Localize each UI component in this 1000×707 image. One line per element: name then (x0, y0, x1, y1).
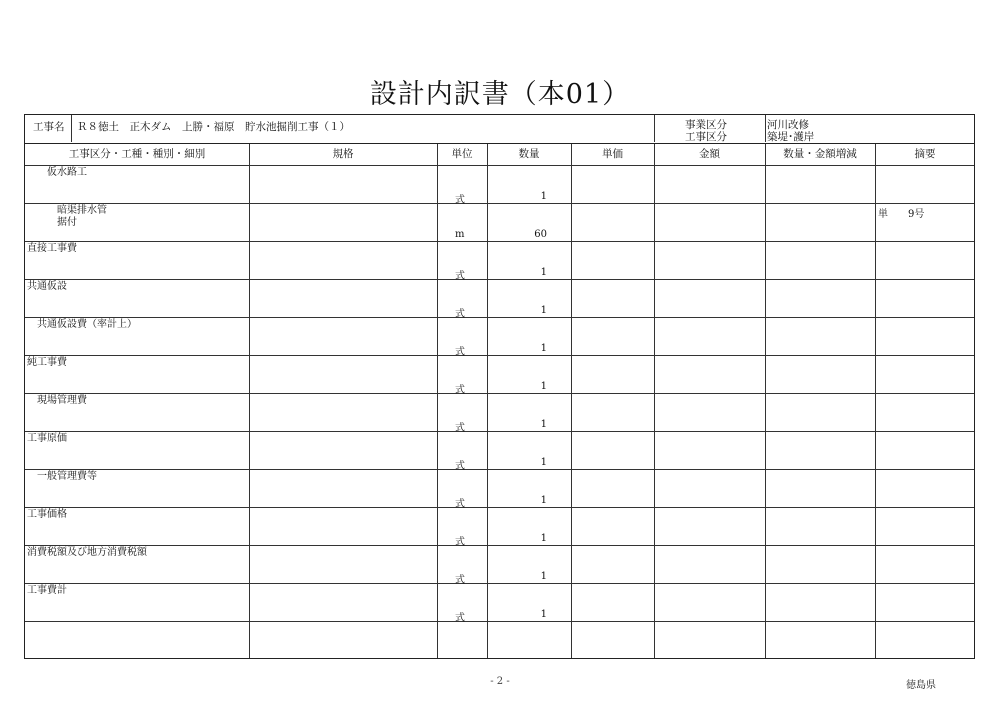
organization-name: 徳島県 (906, 680, 936, 691)
work-category-label: 工事区分 (685, 131, 727, 143)
work-category-value: 築堤･護岸 (767, 131, 815, 143)
header-divider (765, 115, 766, 142)
row-divider (25, 545, 974, 546)
project-name-label: 工事名 (33, 121, 65, 133)
column-header-remarks: 摘要 (914, 148, 936, 160)
row-divider (25, 583, 974, 584)
row-unit: m (455, 229, 465, 240)
column-header-unit-price: 単価 (602, 148, 623, 160)
row-label: 一般管理費等 (27, 471, 97, 482)
row-unit: 式 (455, 537, 465, 548)
column-header-amount: 金額 (699, 148, 720, 160)
row-label: 共通仮設 (27, 281, 67, 292)
row-unit: 式 (455, 195, 465, 206)
row-divider (25, 355, 974, 356)
column-header-quantity: 数量 (518, 148, 540, 160)
row-unit: 式 (455, 499, 465, 510)
row-divider (25, 203, 974, 204)
column-header-unit: 単位 (451, 148, 473, 160)
row-quantity: 1 (540, 381, 547, 392)
row-divider (25, 469, 974, 470)
project-header (25, 115, 974, 144)
row-label: 暗渠排水管 据付 (56, 205, 107, 228)
column-header-category: 工事区分・工種・種別・細別 (68, 148, 206, 160)
column-divider (571, 144, 572, 658)
column-header-spec: 規格 (332, 148, 354, 160)
row-divider (25, 241, 974, 242)
column-divider (437, 144, 438, 658)
row-quantity: 1 (540, 457, 547, 468)
row-label: 共通仮設費（率計上） (27, 319, 137, 330)
row-unit: 式 (455, 385, 465, 396)
row-label: 工事価格 (27, 509, 67, 520)
column-header-divider (25, 165, 974, 166)
row-unit: 式 (455, 347, 465, 358)
column-divider (487, 144, 488, 658)
row-divider (25, 621, 974, 622)
column-divider (765, 144, 766, 658)
header-divider (654, 115, 655, 142)
row-unit: 式 (455, 613, 465, 624)
row-label: 消費税額及び地方消費税額 (27, 547, 147, 558)
document-title: 設計内訳書（本01） (369, 79, 631, 110)
row-label: 工事原価 (27, 433, 67, 444)
row-quantity: 1 (540, 343, 547, 354)
business-category-label: 事業区分 (685, 119, 727, 131)
column-divider (654, 144, 655, 658)
row-label: 工事費計 (27, 585, 67, 596)
row-unit: 式 (455, 271, 465, 282)
project-name-value: Ｒ８徳土 正木ダム 上勝・福原 貯水池掘削工事（１） (77, 121, 350, 133)
row-quantity: 1 (540, 533, 547, 544)
row-quantity: 1 (540, 267, 547, 278)
column-divider (875, 144, 876, 658)
row-quantity: 60 (534, 229, 547, 240)
row-divider (25, 279, 974, 280)
row-unit: 式 (455, 309, 465, 320)
row-divider (25, 507, 974, 508)
row-quantity: 1 (540, 571, 547, 582)
column-divider (249, 144, 250, 658)
page-number: - 2 - (490, 676, 510, 687)
row-quantity: 1 (540, 495, 547, 506)
row-quantity: 1 (540, 191, 547, 202)
row-quantity: 1 (540, 609, 547, 620)
estimate-table (24, 114, 975, 659)
row-unit: 式 (455, 423, 465, 434)
column-header-change: 数量・金額増減 (783, 148, 857, 160)
row-quantity: 1 (540, 419, 547, 430)
row-label: 仮水路工 (27, 167, 87, 178)
row-label: 現場管理費 (27, 395, 87, 406)
row-divider (25, 393, 974, 394)
business-category-value: 河川改修 (767, 119, 809, 131)
row-quantity: 1 (540, 305, 547, 316)
row-divider (25, 431, 974, 432)
header-divider (71, 115, 72, 142)
row-label: 直接工事費 (27, 243, 77, 254)
row-remarks: 単 9号 (878, 209, 925, 220)
row-unit: 式 (455, 575, 465, 586)
row-divider (25, 317, 974, 318)
row-unit: 式 (455, 461, 465, 472)
row-label: 純工事費 (27, 357, 67, 368)
